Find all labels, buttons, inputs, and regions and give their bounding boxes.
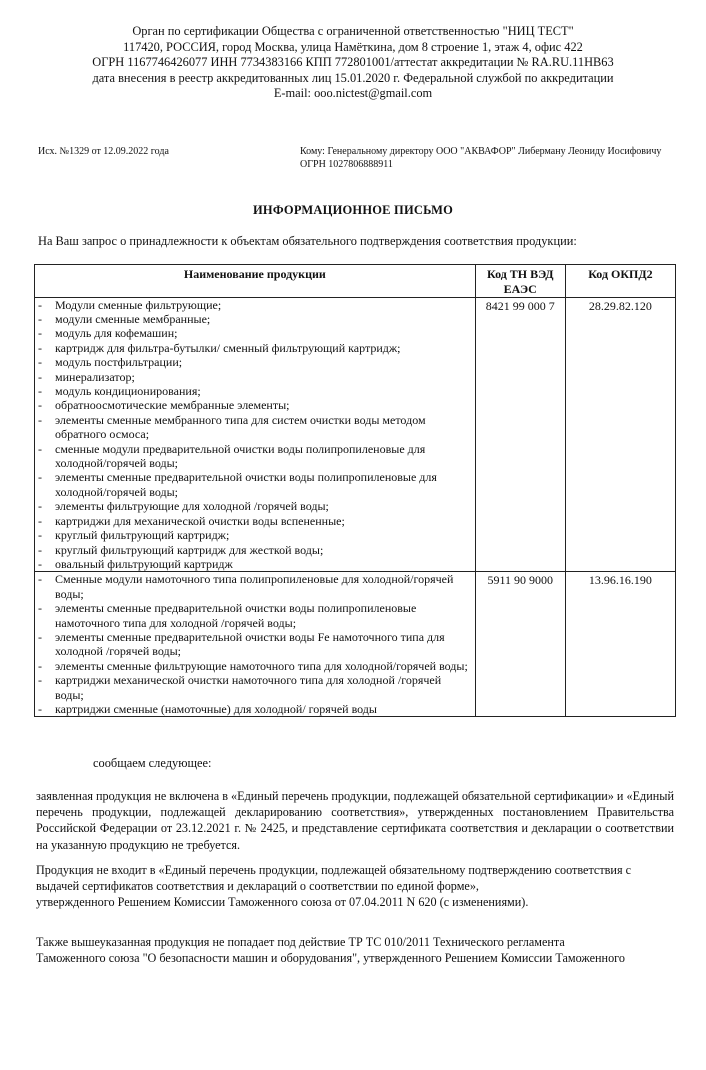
paragraph-line: утвержденного Решением Комиссии Таможенного союза от 07.04.2011 N 620 (с изменениями). <box>36 895 529 910</box>
header-product-name: Наименование продукции <box>35 265 476 298</box>
product-list-item: - Модули сменные фильтрующие; <box>38 297 222 312</box>
paragraph-line: Таможенного союза "О безопасности машин и оборудования", утвержденного Решением Комиссии Таможенного <box>36 951 625 966</box>
header-okpd2: Код ОКПД2 <box>565 265 675 298</box>
table-row <box>35 572 676 717</box>
header-line: Орган по сертификации Общества с ограниченной ответственностью "НИЦ ТЕСТ" <box>132 24 574 38</box>
intro-text: На Ваш запрос о принадлежности к объектам обязательного подтверждения соответствия продукции: <box>38 234 577 248</box>
product-list-item: - элементы сменные фильтрующие намоточного типа для холодной/горячей воды; <box>38 658 468 673</box>
product-list-item: - Сменные модули намоточного типа полипропиленовые для холодной/горячей воды; <box>38 572 454 601</box>
tnved-code: 8421 99 000 7 <box>475 297 565 572</box>
tnved-code: 5911 90 9000 <box>475 572 565 717</box>
product-list-item: - картриджи сменные (намоточные) для холодной/ горячей воды <box>38 701 377 716</box>
paragraph-unified-list <box>36 862 674 911</box>
product-list-item: - элементы сменные мембранного типа для систем очистки воды методом обратного осмоса; <box>38 412 426 442</box>
product-list-item: - модуль постфильтрации; <box>38 355 183 370</box>
product-list-item: - картриджи для механической очистки воды вспененные; <box>38 513 345 528</box>
certification-body-header <box>0 24 706 102</box>
addressee-ogrn: ОГРН 1027806888911 <box>300 158 393 170</box>
addressee: Кому: Генеральному директору ООО "АКВАФОР" Либерману Леониду Иосифовичу <box>300 146 662 157</box>
product-list-cell <box>35 572 476 717</box>
product-list-item: - минерализатор; <box>38 369 135 384</box>
paragraph-technical-regulation <box>36 934 674 966</box>
paragraph-line: выдачей сертификатов соответствия и деклараций о соответствии по единой форме», <box>36 879 479 894</box>
product-list-item: - круглый фильтрующий картридж для жесткой воды; <box>38 542 324 557</box>
product-list-cell <box>35 297 476 572</box>
header-line: ОГРН 1167746426077 ИНН 7734383166 КПП 772801001/аттестат аккредитации № RA.RU.11НВ63 <box>92 55 614 70</box>
product-list-item: - элементы сменные предварительной очистки воды полипропиленовые для холодной/горячей воды; <box>38 470 437 499</box>
outgoing-reference: Исх. №1329 от 12.09.2022 года <box>38 146 169 157</box>
paragraph-line: Продукция не входит в «Единый перечень продукции, подлежащей обязательному подтверждению соответствия с <box>36 863 631 877</box>
header-tnved: Код ТН ВЭД ЕАЭС <box>475 265 565 298</box>
addressee-block <box>300 146 670 171</box>
header-email: E-mail: ooo.nictest@gmail.com <box>273 86 433 101</box>
okpd2-code: 28.29.82.120 <box>565 297 675 572</box>
product-list-item: - картриджи механической очистки намоточного типа для холодной /горячей воды; <box>38 673 442 702</box>
table-header-row <box>35 265 676 298</box>
letter-title: ИНФОРМАЦИОННОЕ ПИСЬМО <box>252 203 454 217</box>
product-list-item: - элементы сменные предварительной очистки воды полипропиленовые намоточного типа для холодной /горячей воды; <box>38 601 417 630</box>
product-list-item: - модуль кондиционирования; <box>38 384 201 399</box>
product-list-item: - круглый фильтрующий картридж; <box>38 528 230 543</box>
header-line: дата внесения в реестр аккредитованных лиц 15.01.2020 г. Федеральной службой по аккредитации <box>92 70 614 85</box>
product-list-item: - сменные модули предварительной очистки воды полипропиленовые для холодной/горячей воды; <box>38 441 426 471</box>
product-list-item: - картридж для фильтра-бутылки/ сменный фильтрующий картридж; <box>38 340 401 355</box>
product-list-item: - овальный фильтрующий картридж <box>38 556 233 571</box>
paragraph-line: Также вышеуказанная продукция не попадает под действие ТР ТС 010/2011 Технического регламента <box>36 935 565 949</box>
product-list-item: - элементы сменные предварительной очистки воды Fe намоточного типа для холодной /горячей воды; <box>38 629 445 659</box>
table-row <box>35 297 676 572</box>
products-table <box>34 264 676 717</box>
okpd2-code: 13.96.16.190 <box>565 572 675 717</box>
product-list-item: - модуль для кофемашин; <box>38 326 178 341</box>
product-list-item: - элементы фильтрующие для холодной /горячей воды; <box>38 499 329 514</box>
product-list-item: - обратноосмотические мембранные элементы; <box>38 398 290 413</box>
paragraph-certification-not-required: заявленная продукция не включена в «Единый перечень продукции, подлежащей обязательной сертификации» и «Единый перечень продукции, подлежащей декларированию соответствия», утвержденных постановлением Правительства Российской Федерации от 23.12.2021 г. № 2425, и представление сертификата соответствия и декларации о соответствии на указанную продукцию не требуется. <box>36 789 674 852</box>
header-line: 117420, РОССИЯ, город Москва, улица Намёткина, дом 8 строение 1, этаж 4, офис 422 <box>123 39 583 54</box>
product-list-item: - модули сменные мембранные; <box>38 312 211 326</box>
message-text: сообщаем следующее: <box>93 756 212 770</box>
